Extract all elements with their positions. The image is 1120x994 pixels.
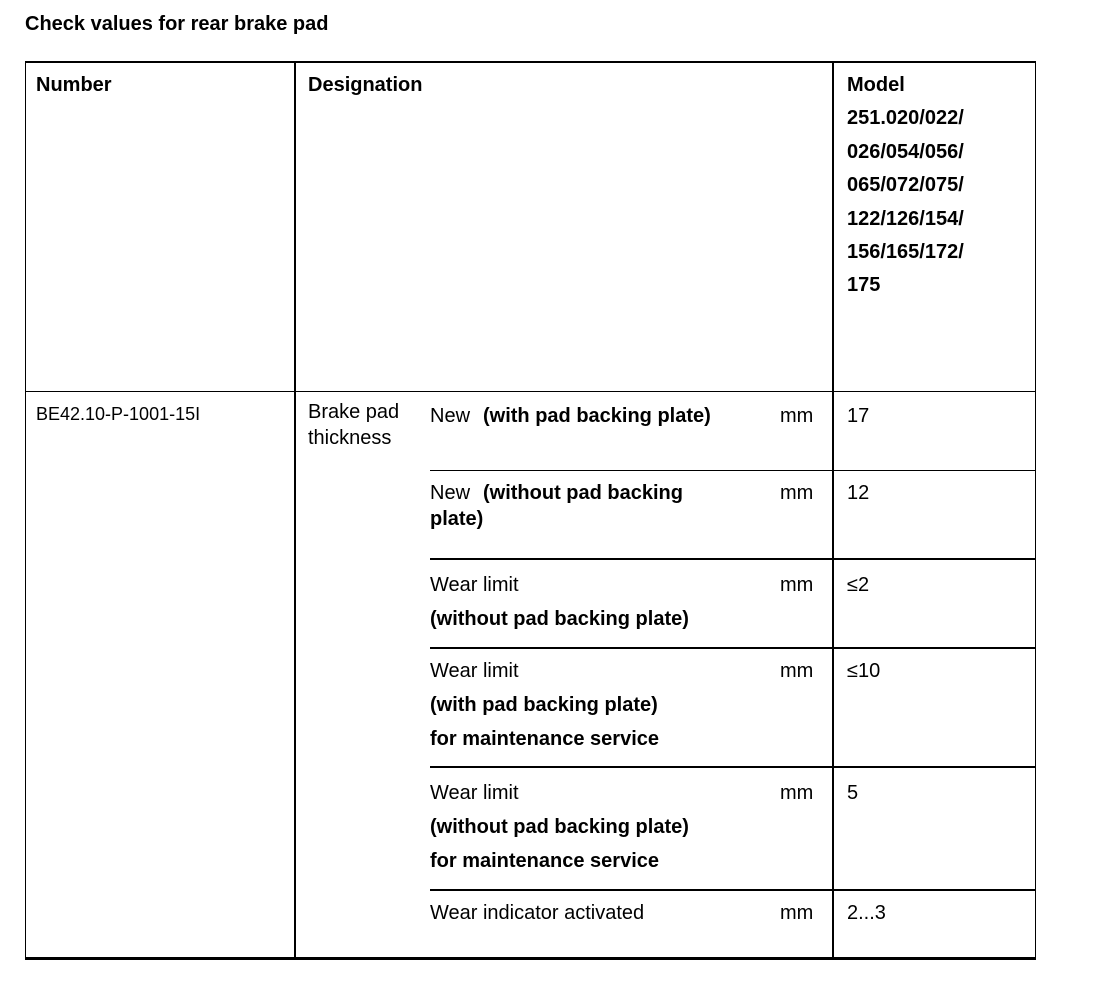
row-desc-bold: (with pad backing plate) bbox=[483, 405, 711, 427]
row-desc-bold: (without pad backing plate) bbox=[430, 816, 689, 838]
column-separator-model bbox=[832, 61, 834, 959]
row-desc-regular: Wear indicator activated bbox=[430, 902, 645, 924]
row-desc-bold: (without pad backing bbox=[483, 482, 683, 504]
designation-line: Brake pad bbox=[308, 401, 400, 423]
document-number: BE42.10-P-1001-15I bbox=[36, 404, 201, 424]
row-desc-regular: New bbox=[430, 482, 471, 504]
row-desc-regular: Wear limit bbox=[430, 574, 519, 596]
row-unit: mm bbox=[780, 660, 814, 682]
row-desc-bold: for maintenance service bbox=[430, 728, 659, 750]
row-separator bbox=[430, 558, 1036, 560]
check-values-table bbox=[25, 61, 1036, 959]
model-line: 065/072/075/ bbox=[847, 174, 964, 196]
row-unit: mm bbox=[780, 574, 814, 596]
model-line: 175 bbox=[847, 274, 881, 296]
row-separator bbox=[430, 889, 1036, 891]
model-line: 156/165/172/ bbox=[847, 241, 964, 263]
row-value: 12 bbox=[847, 482, 870, 504]
row-value: 17 bbox=[847, 405, 870, 427]
header-model: Model bbox=[847, 74, 905, 96]
row-desc-bold: plate) bbox=[430, 508, 484, 530]
model-line: 251.020/022/ bbox=[847, 107, 964, 129]
row-unit: mm bbox=[780, 902, 814, 924]
row-desc-bold: (with pad backing plate) bbox=[430, 694, 658, 716]
row-value: 5 bbox=[847, 782, 859, 804]
table-bottom-border bbox=[25, 957, 1036, 960]
row-desc-regular: Wear limit bbox=[430, 782, 519, 804]
row-separator bbox=[430, 470, 1036, 471]
row-unit: mm bbox=[780, 782, 814, 804]
row-desc-regular: Wear limit bbox=[430, 660, 519, 682]
row-desc-bold: (without pad backing plate) bbox=[430, 608, 689, 630]
model-line: 026/054/056/ bbox=[847, 141, 964, 163]
designation-line: thickness bbox=[308, 427, 392, 449]
header-number: Number bbox=[36, 74, 112, 96]
row-unit: mm bbox=[780, 482, 814, 504]
table-top-border bbox=[25, 61, 1036, 63]
row-separator bbox=[430, 647, 1036, 649]
row-value: ≤10 bbox=[847, 660, 881, 682]
header-separator bbox=[25, 391, 1036, 392]
row-unit: mm bbox=[780, 405, 814, 427]
document-title: Check values for rear brake pad bbox=[25, 13, 329, 35]
row-value: ≤2 bbox=[847, 574, 870, 596]
row-desc-bold: for maintenance service bbox=[430, 850, 659, 872]
row-value: 2...3 bbox=[847, 902, 886, 924]
row-separator bbox=[430, 766, 1036, 768]
column-separator-number bbox=[294, 61, 296, 959]
row-desc-regular: New bbox=[430, 405, 471, 427]
table-right-border bbox=[1035, 61, 1036, 959]
model-line: 122/126/154/ bbox=[847, 208, 964, 230]
header-designation: Designation bbox=[308, 74, 423, 96]
table-left-border bbox=[25, 61, 26, 959]
